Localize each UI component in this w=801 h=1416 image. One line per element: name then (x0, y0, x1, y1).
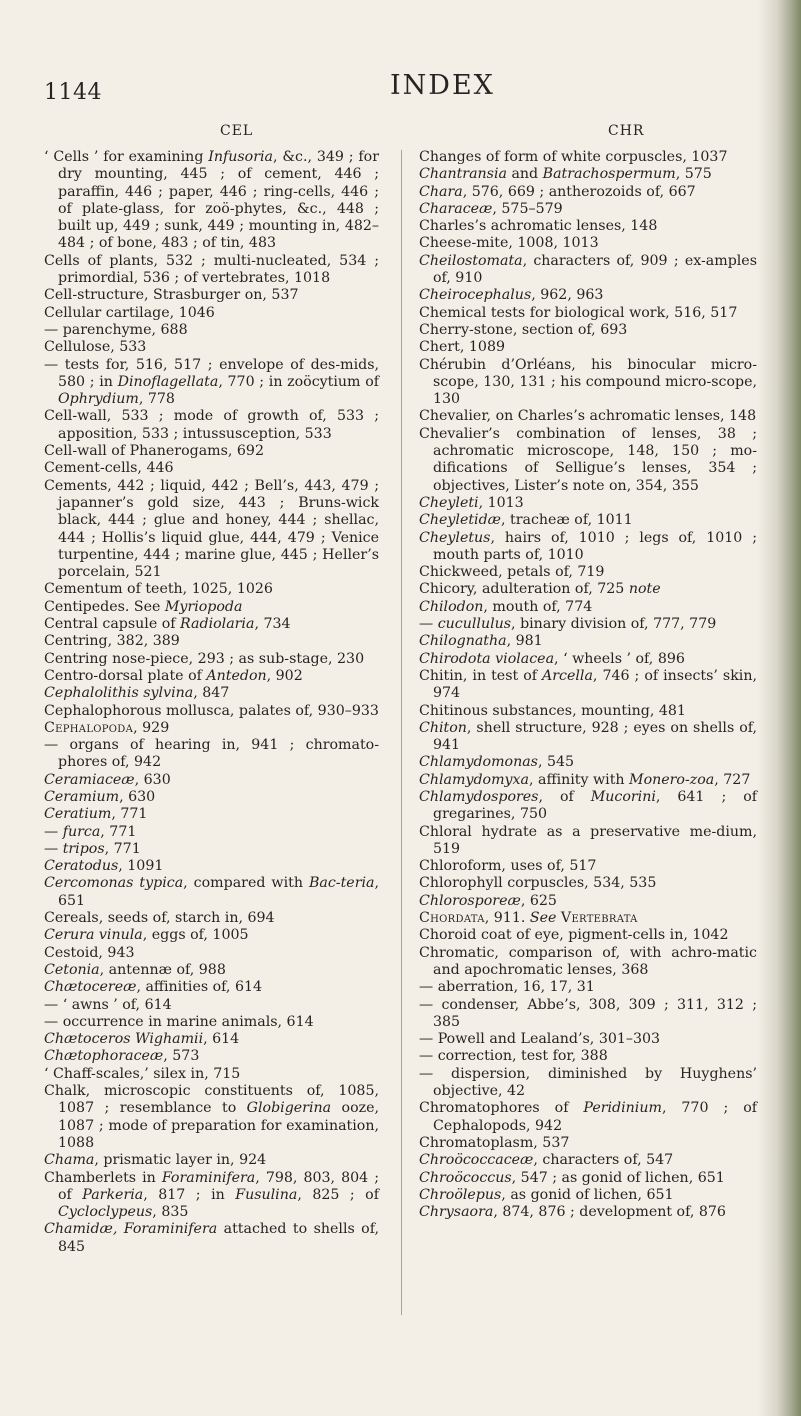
entry-italic-text: Antedon (206, 667, 267, 684)
entry-text: Vertebrata (560, 910, 638, 927)
right-column-running-head: CHR (608, 123, 645, 139)
entry-text: , mouth of, 774 (483, 598, 593, 615)
entry-text: Chamberlets in (44, 1169, 162, 1186)
left-index-column (44, 149, 379, 1256)
index-entry (419, 703, 757, 720)
entry-italic-text: Monero-zoa (629, 771, 715, 788)
index-entry (44, 357, 379, 409)
index-entry (44, 806, 379, 823)
index-entry (419, 633, 757, 650)
index-entry (419, 616, 757, 633)
entry-text: , ‘ wheels ’ of, 896 (554, 650, 685, 667)
entry-text: Chromatic, comparison of, with achro-matic and apochromatic lenses, 368 (419, 944, 757, 978)
index-entry (419, 668, 757, 703)
index-entry (419, 599, 757, 616)
entry-text: Chickweed, petals of, 719 (419, 564, 605, 581)
index-entry (419, 651, 757, 668)
index-entry (419, 235, 757, 252)
entry-italic-text: Chiton (419, 719, 467, 736)
index-entry (44, 720, 379, 737)
entry-text: , 545 (537, 754, 575, 771)
entry-text: Chordata (419, 910, 485, 927)
entry-text: , 835 (152, 1204, 189, 1221)
index-entry (44, 408, 379, 443)
index-entry (419, 789, 757, 824)
index-entry (419, 218, 757, 235)
entry-italic-text: Chlamydomyxa (419, 771, 530, 788)
entry-italic-text: Ceratodus (44, 858, 119, 875)
entry-text: , eggs of, 1005 (142, 927, 249, 944)
entry-text: , 614 (203, 1031, 240, 1048)
index-entry (419, 581, 757, 598)
entry-text: , 770 ; in zoöcytium of (218, 373, 379, 390)
index-entry (419, 253, 757, 288)
index-entry (419, 997, 757, 1032)
entry-text: , 1013 (478, 494, 524, 511)
entry-text: Centipedes. See (44, 598, 165, 615)
entry-italic-text: Chara (419, 183, 463, 200)
page-title: INDEX (390, 70, 495, 101)
index-entry (419, 772, 757, 789)
entry-italic-text: Ophrydium (58, 391, 139, 408)
index-entry (44, 997, 379, 1014)
entry-italic-text: Cycloclypeus (58, 1204, 153, 1221)
index-entry (419, 495, 757, 512)
entry-text: , prismatic layer in, 924 (94, 1152, 267, 1169)
index-entry (44, 1031, 379, 1048)
page-header (0, 70, 801, 110)
entry-italic-text: Cephalolithis sylvina (44, 685, 194, 702)
entry-text: Centring nose-piece, 293 ; as sub-stage, 230 (44, 650, 365, 667)
entry-text: Cells of plants, 532 ; multi-nucleated, 534 ; primordial, 536 ; of vertebrates, 1018 (44, 252, 379, 287)
entry-text: , 1091 (118, 858, 164, 875)
entry-italic-text: Chilognatha (419, 633, 507, 650)
index-entry (419, 305, 757, 322)
entry-italic-text: Chætophoraceæ (44, 1048, 164, 1065)
entry-text: and (506, 166, 543, 183)
index-entry (44, 305, 379, 322)
entry-text: Cephalophorous mollusca, palates of, 930–933 (44, 702, 379, 719)
index-entry (419, 754, 757, 771)
entry-text: , shell structure, 928 ; eyes on shells of, 941 (433, 719, 757, 754)
entry-text: Cell-wall, 533 ; mode of growth of, 533 ; apposition, 533 ; intussusception, 533 (44, 408, 379, 442)
index-entry (44, 962, 379, 979)
entry-text: — occurrence in marine animals, 614 (44, 1013, 314, 1030)
entry-text: Cherry-stone, section of, 693 (419, 321, 628, 338)
entry-text: — aberration, 16, 17, 31 (419, 979, 595, 996)
index-entry (44, 1066, 379, 1083)
index-entry (419, 149, 757, 166)
entry-italic-text: Chlamydomonas (419, 754, 538, 771)
index-entry (44, 460, 379, 477)
entry-text: Chevalier’s combination of lenses, 38 ; achromatic microscope, 148, 150 ; mo-difications of Selligue’s lenses, 354 ; objectives, Lister’s note on, 354, 355 (419, 425, 757, 494)
entry-italic-text: Chlamydospores (419, 788, 539, 805)
entry-text: , 575 (675, 166, 712, 183)
index-entry (419, 945, 757, 980)
entry-text: Cement-cells, 446 (44, 460, 174, 477)
entry-text: — correction, test for, 388 (419, 1048, 608, 1065)
entry-text: ooze, 1087 ; mode of preparation for examination, 1088 (58, 1100, 379, 1151)
index-entry (44, 633, 379, 650)
entry-text: , affinities of, 614 (136, 979, 263, 996)
index-entry (419, 893, 757, 910)
entry-text: , 825 ; of (297, 1186, 379, 1203)
entry-italic-text: Bac-teria (308, 875, 375, 892)
entry-text: , 630 (119, 788, 156, 805)
entry-text: , affinity with (529, 771, 630, 788)
index-entry (44, 910, 379, 927)
entry-italic-text: Radiolaria (180, 616, 255, 633)
entry-italic-text: Batrachospermum (542, 166, 676, 183)
entry-text: , 771 (100, 823, 137, 840)
entry-italic-text: Characeæ (419, 200, 493, 217)
entry-text: , 778 (138, 391, 175, 408)
entry-text: Cements, 442 ; liquid, 442 ; Bell’s, 443, 479 ; japanner’s gold size, 443 ; Bruns-wick black, 444 ; glue and honey, 444 ; shellac, 444 ; Hollis’s liquid glue, 444, 479 ; Venice turpentine, 444 ; marine glue, 445 ; Heller’s porcelain, 521 (44, 477, 379, 581)
index-entry (44, 1221, 379, 1256)
index-entry (419, 530, 757, 565)
page-edge-shadow (757, 0, 801, 1416)
entry-text: , 817 ; in (143, 1186, 236, 1203)
entry-italic-text: Globigerina (246, 1100, 332, 1117)
entry-text: Choroid coat of eye, pigment-cells in, 1042 (419, 927, 729, 944)
entry-text: , 962, 963 (531, 287, 604, 304)
index-entry (419, 564, 757, 581)
entry-text: — dispersion, diminished by Huyghens’ objective, 42 (419, 1065, 757, 1100)
entry-italic-text: Peridinium (583, 1100, 662, 1117)
entry-text: — (419, 616, 438, 633)
index-entry (44, 253, 379, 288)
entry-text: , 651 (58, 875, 379, 909)
index-entry (44, 1152, 379, 1169)
index-entry (44, 927, 379, 944)
entry-italic-text: Arcella (542, 667, 593, 684)
index-entry (44, 287, 379, 304)
entry-italic-text: Chilodon (419, 598, 484, 615)
entry-text: , 746 ; of insects’ skin, 974 (433, 667, 757, 702)
entry-text: attached to shells of, 845 (58, 1221, 379, 1255)
entry-text: , characters of, 547 (533, 1152, 674, 1169)
entry-text: , characters of, 909 ; ex-amples of, 910 (433, 252, 757, 287)
entry-text: , 575–579 (492, 200, 563, 217)
index-entry (44, 841, 379, 858)
entry-text: Central capsule of (44, 616, 181, 633)
index-entry (419, 1100, 757, 1135)
entry-text: , as gonid of lichen, 651 (501, 1186, 674, 1203)
index-entry (419, 1048, 757, 1065)
index-entry (44, 322, 379, 339)
entry-text: Chert, 1089 (419, 339, 505, 356)
entry-text: Cellulose, 533 (44, 339, 147, 356)
entry-text: Chloroform, uses of, 517 (419, 858, 597, 875)
entry-italic-text: Chroöcoccaceæ (419, 1152, 534, 1169)
entry-italic-text: Chætoceros Wighamii (44, 1031, 204, 1048)
index-entry (419, 824, 757, 859)
entry-italic-text: cucullulus (437, 616, 512, 633)
entry-text: Chalk, microscopic constituents of, 1085, 1087 ; resemblance to (44, 1083, 379, 1117)
index-entry (419, 1187, 757, 1204)
entry-text: , hairs of, 1010 ; legs of, 1010 ; mouth parts of, 1010 (433, 529, 757, 563)
index-entry (44, 599, 379, 616)
entry-text: , 981 (506, 633, 543, 650)
entry-text: , 625 (520, 892, 557, 909)
entry-text: , 770 ; of Cephalopods, 942 (433, 1100, 757, 1134)
entry-text: Cellular cartilage, 1046 (44, 304, 215, 321)
index-entry (44, 339, 379, 356)
entry-text: Chlorophyll corpuscles, 534, 535 (419, 875, 657, 892)
entry-text: Chevalier, on Charles’s achromatic lenses, 148 (419, 408, 757, 425)
entry-text: — ‘ awns ’ of, 614 (44, 996, 172, 1013)
entry-italic-text: Chlorosporeæ (419, 892, 521, 909)
index-entry (419, 1170, 757, 1187)
entry-text: , &c., 349 ; for dry mounting, 445 ; of cement, 446 ; paraffin, 446 ; paper, 446 ; ring-cells, 446 ; of plate-glass, for zoö-phytes, &c., 448 ; built up, 449 ; sunk, 449 ; mounting in, 482–484 ; of bone, 483 ; of tin, 483 (58, 149, 379, 252)
entry-italic-text: Cercomonas typica (44, 875, 184, 892)
entry-italic-text: Cheilostomata (419, 252, 523, 269)
index-entry (44, 478, 379, 582)
right-index-column (419, 149, 757, 1221)
entry-text: — (44, 823, 63, 840)
index-entry (44, 945, 379, 962)
entry-text: , of (538, 788, 591, 805)
entry-italic-text: Myriopoda (164, 598, 243, 615)
entry-italic-text: Cetonia (44, 961, 100, 978)
index-entry (419, 287, 757, 304)
entry-text: , 847 (193, 685, 230, 702)
entry-text: Chitin, in test of (419, 667, 543, 684)
index-entry (44, 1014, 379, 1031)
entry-text: Chromatoplasm, 537 (419, 1134, 570, 1151)
entry-text: , 771 (111, 806, 148, 823)
entry-text: , 911. (484, 910, 530, 927)
entry-text: Cestoid, 943 (44, 944, 135, 961)
index-entry (419, 1135, 757, 1152)
entry-italic-text: Cerura vinula (44, 927, 143, 944)
index-entry (44, 772, 379, 789)
entry-text: Cell-wall of Phanerogams, 692 (44, 443, 264, 460)
index-entry (419, 357, 757, 409)
index-entry (419, 1152, 757, 1169)
entry-text: , 771 (104, 840, 141, 857)
index-entry (419, 875, 757, 892)
entry-text: Chemical tests for biological work, 516, 517 (419, 304, 738, 321)
entry-text: Chromatophores of (419, 1100, 584, 1117)
entry-text: , 734 (254, 616, 291, 633)
entry-italic-text: Ceratium (44, 806, 112, 823)
index-entry (44, 875, 379, 910)
entry-italic-text: Cheirocephalus (419, 287, 532, 304)
entry-text: , antennæ of, 988 (99, 961, 226, 978)
entry-text: , tracheæ of, 1011 (501, 512, 633, 529)
entry-text: Chloral hydrate as a preservative me-dium, 519 (419, 823, 757, 857)
entry-italic-text: Dinoflagellata (117, 373, 219, 390)
index-entry (44, 149, 379, 253)
index-entry (419, 426, 757, 495)
entry-text: Cephalopoda (44, 719, 134, 736)
entry-text: — Powell and Lealand’s, 301–303 (419, 1031, 661, 1048)
entry-text: , 630 (134, 771, 171, 788)
entry-text: , compared with (183, 875, 309, 892)
entry-text: Cereals, seeds of, starch in, 694 (44, 910, 275, 927)
index-entry (44, 979, 379, 996)
page-number: 1144 (44, 80, 102, 105)
entry-italic-text: Chætocereæ (44, 979, 137, 996)
entry-text: — condenser, Abbe’s, 308, 309 ; 311, 312 ; 385 (419, 996, 757, 1030)
entry-italic-text: Chroöcoccus (419, 1169, 512, 1186)
entry-italic-text: Chantransia (419, 166, 507, 183)
entry-italic-text: tripos (62, 840, 105, 857)
index-entry (419, 166, 757, 183)
index-entry (419, 979, 757, 996)
index-entry (44, 1170, 379, 1222)
index-entry (44, 651, 379, 668)
entry-text: Changes of form of white corpuscles, 1037 (419, 149, 728, 165)
entry-text: Cementum of teeth, 1025, 1026 (44, 581, 273, 598)
entry-text: Centro-dorsal plate of (44, 667, 207, 684)
index-entry (419, 1031, 757, 1048)
index-entry (44, 824, 379, 841)
entry-text: — tests for, 516, 517 ; envelope of des-mids, 580 ; in (44, 356, 379, 390)
entry-italic-text: Infusoria (208, 149, 273, 165)
index-entry (419, 1066, 757, 1101)
left-column-running-head: CEL (220, 123, 254, 139)
index-entry (44, 616, 379, 633)
entry-text: — parenchyme, 688 (44, 321, 188, 338)
entry-text: Chicory, adulteration of, 725 (419, 581, 629, 598)
index-entry (419, 720, 757, 755)
index-entry (44, 737, 379, 772)
index-entry (419, 184, 757, 201)
entry-text: , 641 ; of gregarines, 750 (433, 788, 757, 823)
index-entry (419, 1204, 757, 1221)
entry-text: , 573 (163, 1048, 200, 1065)
entry-text: Chérubin d’Orléans, his binocular micro-scope, 130, 131 ; his compound micro-scope, 130 (419, 356, 757, 408)
entry-italic-text: Chama (44, 1152, 95, 1169)
index-entry (44, 703, 379, 720)
entry-italic-text: Ceramium (44, 788, 120, 805)
entry-text: , 576, 669 ; antherozoids of, 667 (462, 183, 696, 200)
entry-text: Chitinous substances, mounting, 481 (419, 702, 686, 719)
entry-italic-text: Chrysaora (419, 1204, 494, 1221)
entry-text: , 727 (714, 771, 751, 788)
entry-italic-text: Foraminifera (161, 1169, 256, 1186)
entry-text: , binary division of, 777, 779 (511, 616, 717, 633)
entry-italic-text: furca (62, 823, 101, 840)
entry-italic-text: Chirodota violacea (419, 650, 555, 667)
entry-italic-text: Chroölepus (419, 1186, 502, 1203)
entry-italic-text: Cheyletus (419, 529, 491, 546)
entry-italic-text: Cheyleti (419, 494, 479, 511)
index-entry (419, 322, 757, 339)
index-entry (44, 858, 379, 875)
index-entry (44, 443, 379, 460)
index-entry (419, 201, 757, 218)
entry-italic-text: Mucorini (590, 788, 656, 805)
index-entry (44, 581, 379, 598)
index-entry (419, 927, 757, 944)
entry-text: , 547 ; as gonid of lichen, 651 (511, 1169, 725, 1186)
entry-text: , 902 (266, 667, 303, 684)
entry-text: ‘ Chaff-scales,’ silex in, 715 (44, 1065, 241, 1082)
index-entry (419, 512, 757, 529)
index-entry (44, 685, 379, 702)
index-entry (419, 339, 757, 356)
entry-italic-text: Fusulina (235, 1186, 298, 1203)
index-entry (419, 858, 757, 875)
column-divider (401, 150, 402, 1315)
entry-text: , 798, 803, 804 ; of (58, 1169, 379, 1203)
entry-italic-text: Parkeria (82, 1186, 144, 1203)
entry-italic-text: See (529, 910, 557, 927)
entry-text: Centring, 382, 389 (44, 633, 180, 650)
entry-italic-text: note (628, 581, 661, 598)
entry-text: Cheese-mite, 1008, 1013 (419, 235, 599, 252)
index-entry (44, 1048, 379, 1065)
entry-text: — (44, 840, 63, 857)
entry-italic-text: Chamidæ, Foraminifera (44, 1221, 218, 1238)
index-entry (44, 1083, 379, 1152)
entry-text: Charles’s achromatic lenses, 148 (419, 218, 658, 235)
entry-text: — organs of hearing in, 941 ; chromato-phores of, 942 (44, 737, 379, 771)
entry-text: Cell-structure, Strasburger on, 537 (44, 287, 299, 304)
index-entry (44, 668, 379, 685)
entry-italic-text: Cheyletidæ (419, 512, 501, 529)
index-entry (419, 408, 757, 425)
entry-italic-text: Ceramiaceæ (44, 771, 135, 788)
entry-text: ‘ Cells ’ for examining (44, 149, 209, 165)
index-entry (44, 789, 379, 806)
entry-text: , 929 (133, 719, 170, 736)
entry-text: , 874, 876 ; development of, 876 (493, 1204, 726, 1221)
index-entry (419, 910, 757, 927)
